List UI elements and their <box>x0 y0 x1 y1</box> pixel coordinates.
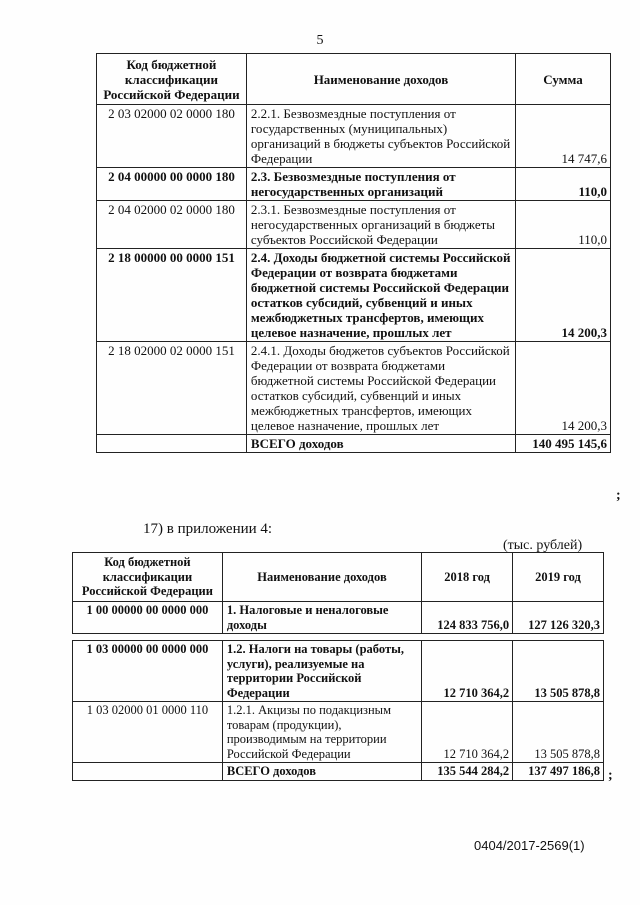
row-name: 2.3.1. Безвозмездные поступления от негосударственных организаций в бюджеты субъектов Российской Федерации <box>246 201 515 249</box>
total-sum: 140 495 145,6 <box>516 435 611 453</box>
row-code: 1 00 00000 00 0000 000 <box>73 602 223 634</box>
row-sum: 14 747,6 <box>516 105 611 168</box>
table1-trailing-semicolon: ; <box>616 488 621 503</box>
header-code: Код бюджетной классификации Российской Федерации <box>97 54 247 105</box>
table-row <box>97 105 611 168</box>
table-row <box>73 641 604 702</box>
row-2018: 12 710 364,2 <box>422 702 513 763</box>
units-label: (тыс. рублей) <box>503 538 583 553</box>
row-2019: 13 505 878,8 <box>513 641 604 702</box>
income-table-1 <box>96 53 611 453</box>
row-sum: 14 200,3 <box>516 249 611 342</box>
header-code: Код бюджетной классификации Российской Федерации <box>73 553 223 602</box>
row-2018: 12 710 364,2 <box>422 641 513 702</box>
row-name: 1. Налоговые и неналоговые доходы <box>222 602 421 634</box>
row-2018: 124 833 756,0 <box>422 602 513 634</box>
row-name: 2.4. Доходы бюджетной системы Российской Федерации от возврата бюджетами бюджетной системы Российской Федерации остатков субсидий, субвенций и иных межбюджетных трансфертов, имеющих целевое назначение, прошлых лет <box>246 249 515 342</box>
income-table-2 <box>72 552 604 781</box>
row-name: 1.2.1. Акцизы по подакцизным товарам (продукции), производимым на территории Российской Федерации <box>222 702 421 763</box>
header-sum: Сумма <box>516 54 611 105</box>
row-name: 2.3. Безвозмездные поступления от негосударственных организаций <box>246 168 515 201</box>
row-code: 2 18 02000 02 0000 151 <box>97 342 247 435</box>
appendix-line: 17) в приложении 4: <box>143 521 273 537</box>
row-code: 2 03 02000 02 0000 180 <box>97 105 247 168</box>
total-label: ВСЕГО доходов <box>246 435 515 453</box>
row-code: 1 03 00000 00 0000 000 <box>73 641 223 702</box>
header-name: Наименование доходов <box>222 553 421 602</box>
row-2019: 13 505 878,8 <box>513 702 604 763</box>
table-header-row <box>97 54 611 105</box>
table-row <box>97 201 611 249</box>
total-label: ВСЕГО доходов <box>222 763 421 781</box>
row-sum: 110,0 <box>516 201 611 249</box>
table-row <box>97 168 611 201</box>
row-sum: 110,0 <box>516 168 611 201</box>
row-code: 1 03 02000 01 0000 110 <box>73 702 223 763</box>
header-2018: 2018 год <box>422 553 513 602</box>
row-name: 2.4.1. Доходы бюджетов субъектов Российской Федерации от возврата бюджетами бюджетной системы Российской Федерации остатков субсидий, субвенций и иных межбюджетных трансфертов, имеющих целевое назначение, прошлых лет <box>246 342 515 435</box>
row-code: 2 04 00000 00 0000 180 <box>97 168 247 201</box>
table-total-row <box>97 435 611 453</box>
row-name: 2.2.1. Безвозмездные поступления от государственных (муниципальных) организаций в бюджеты субъектов Российской Федерации <box>246 105 515 168</box>
table-total-row <box>73 763 604 781</box>
row-code: 2 04 02000 02 0000 180 <box>97 201 247 249</box>
row-sum: 14 200,3 <box>516 342 611 435</box>
table-row <box>73 602 604 634</box>
total-2019: 137 497 186,8 <box>513 763 604 781</box>
page-number: 5 <box>316 33 324 48</box>
document-number: 0404/2017-2569(1) <box>474 838 585 853</box>
total-2018: 135 544 284,2 <box>422 763 513 781</box>
header-2019: 2019 год <box>513 553 604 602</box>
row-2019: 127 126 320,3 <box>513 602 604 634</box>
table2-trailing-semicolon: ; <box>608 768 613 783</box>
table-row <box>73 702 604 763</box>
table-row <box>97 342 611 435</box>
header-name: Наименование доходов <box>246 54 515 105</box>
row-name: 1.2. Налоги на товары (работы, услуги), реализуемые на территории Российской Федерации <box>222 641 421 702</box>
table-header-row <box>73 553 604 602</box>
row-code: 2 18 00000 00 0000 151 <box>97 249 247 342</box>
table-row <box>97 249 611 342</box>
